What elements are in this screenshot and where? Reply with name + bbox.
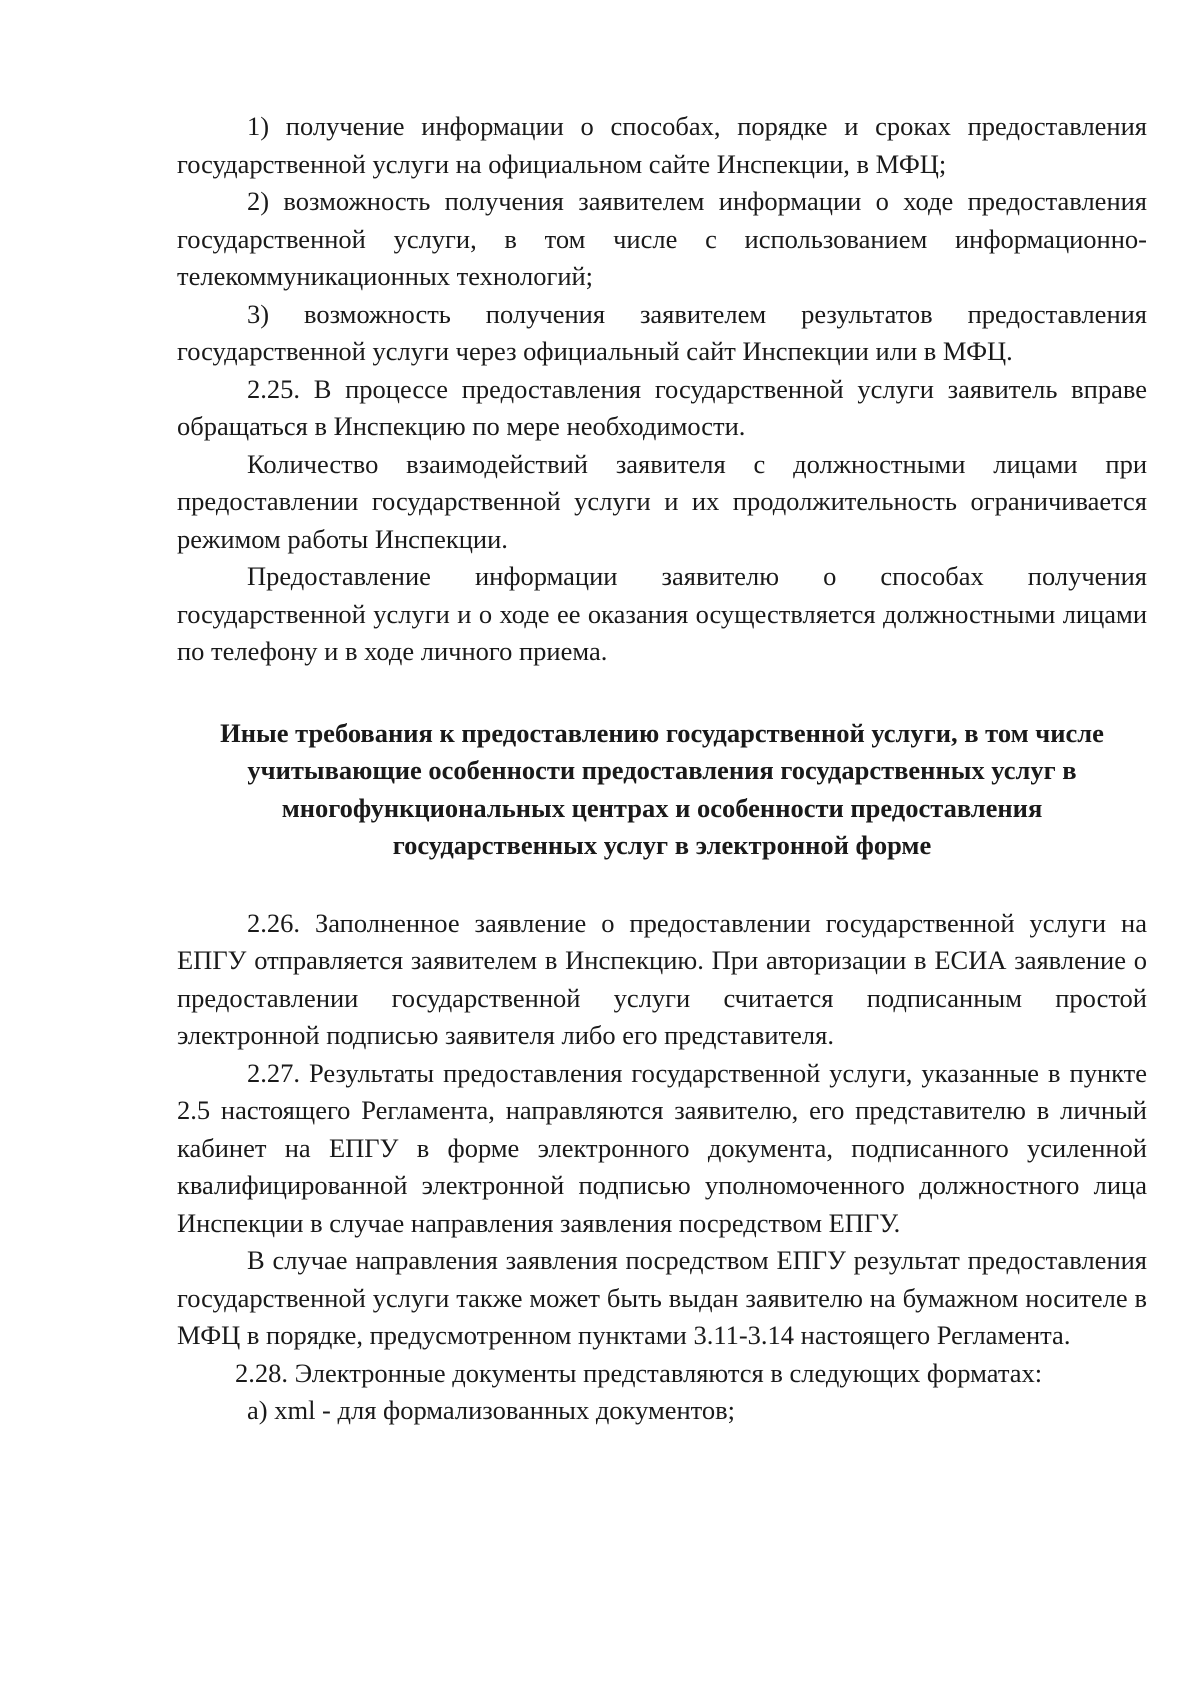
section-heading: Иные требования к предоставлению государственной услуги, в том числе учитывающие особенности предоставления государственных услуг в многофункциональных центрах и особенности предоставления государственных услуг в электронной форме [220,717,1104,860]
spacer [177,671,1147,715]
paragraph-interactions: Количество взаимодействий заявителя с должностными лицами при предоставлении государственной услуги и их продолжительность ограничивается режимом работы Инспекции. [177,448,1147,554]
paragraph-2-26: 2.26. Заполненное заявление о предоставлении государственной услуги на ЕПГУ отправляется заявителем в Инспекцию. При авторизации в ЕСИА заявление о предоставлении государственной услуги считается подписанным простой электронной подписью заявителя либо его представителя. [177,907,1147,1050]
spacer [177,865,1147,905]
paragraph-2-25: 2.25. В процессе предоставления государственной услуги заявитель вправе обращаться в Инспекцию по мере необходимости. [177,373,1147,441]
paragraph-item-3: 3) возможность получения заявителем результатов предоставления государственной услуги через официальный сайт Инспекции или в МФЦ. [177,298,1147,366]
paragraph-item-1: 1) получение информации о способах, порядке и сроках предоставления государственной услуги на официальном сайте Инспекции, в МФЦ; [177,111,1147,179]
paragraph-item-2: 2) возможность получения заявителем информации о ходе предоставления государственной услуги, в том числе с использованием информационно-телекоммуникационных технологий; [177,186,1147,291]
paragraph-paper-result: В случае направления заявления посредством ЕПГУ результат предоставления государственной услуги также может быть выдан заявителю на бумажном носителе в МФЦ в порядке, предусмотренном пунктами 3.11-3.14 настоящего Регламента. [177,1245,1147,1350]
paragraph-2-28: 2.28. Электронные документы представляются в следующих форматах: [235,1357,1043,1388]
paragraph-format-xml: а) xml - для формализованных документов; [247,1395,736,1425]
document-body [177,108,1147,1430]
paragraph-2-27: 2.27. Результаты предоставления государственной услуги, указанные в пункте 2.5 настоящего Регламента, направляются заявителю, его представителю в личный кабинет на ЕПГУ в форме электронного документа, подписанного усиленной квалифицированной электронной подписью уполномоченного должностного лица Инспекции в случае направления заявления посредством ЕПГУ. [177,1057,1147,1238]
paragraph-information: Предоставление информации заявителю о способах получения государственной услуги и о ходе ее оказания осуществляется должностными лицами по телефону и в ходе личного приема. [177,561,1147,666]
